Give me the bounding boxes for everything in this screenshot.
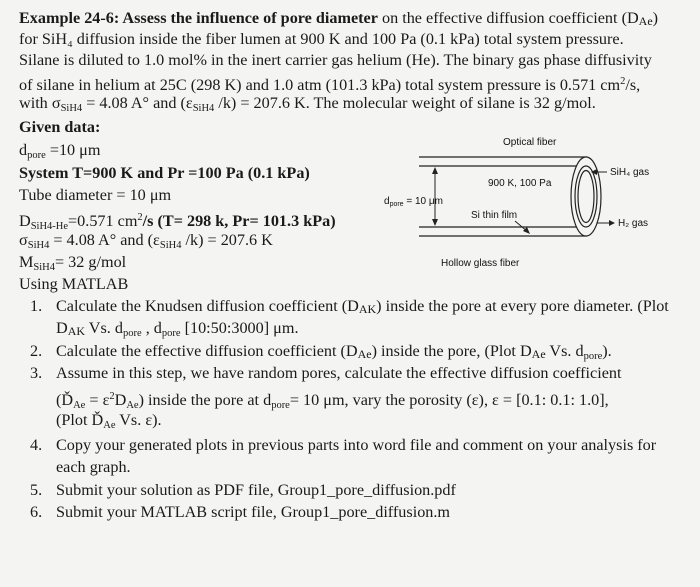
task-1-cont: DAK Vs. $d_{pore}$ , $d_{pore}$ [10:50:3000] μm.: [56, 319, 299, 339]
given-sigma: $\sigma_{SiH4} = 4.08$ A° and ($\varepsilon_{SiH4}$ /k) = 207.6 K: [19, 231, 273, 251]
task-6: 6. Submit your MATLAB script file, Group1_pore_diffusion.m: [30, 503, 451, 521]
given-data-title: Given data:: [19, 118, 101, 136]
problem-line-1: Example 24-6: Assess the influence of pore diameter on the effective diffusion coefficient (DAe): [19, 9, 659, 28]
given-molar-mass: $M_{SiH4}= 32$ g/mol: [19, 253, 127, 273]
dpore-arrowhead-bottom: [432, 219, 438, 226]
task-5: 5. Submit your solution as PDF file, Group1_pore_diffusion.pdf: [30, 481, 456, 499]
task-3-cont: $(Ď_{Ae} = \varepsilon^2D_{Ae})$ inside the pore at $d_{pore}= 10$ μm, vary the porosity (ε), ε = [0.1: 0.1: 1.0],: [56, 391, 609, 411]
sih4-gas-label: SiH₄ gas: [610, 167, 650, 178]
optical-fiber-label: Optical fiber: [503, 137, 557, 148]
task-1: 1. Calculate the Knudsen diffusion coefficient (DAK) inside the pore at every pore diameter. (Plot: [30, 297, 669, 316]
task-2: 2. Calculate the effective diffusion coefficient (DAe) inside the pore, (Plot DAe Vs. $d_{pore}$).: [30, 342, 612, 362]
task-3-cont-2: (Plot $Ď_{Ae}$ Vs. ε).: [56, 411, 162, 431]
given-dpore: $d_{pore} =10$ μm: [19, 141, 101, 161]
given-system: System T=900 K and Pr =100 Pa (0.1 kPa): [19, 164, 310, 182]
task-4: 4. Copy your generated plots in previous parts into word file and comment on your analysis for: [30, 436, 657, 454]
task-3: 3. Assume in this step, we have random pores, calculate the effective diffusion coefficient: [30, 364, 622, 382]
problem-line-4: of silane in helium at 25C (298 K) and 1.0 atm (101.3 kPa) total system pressure is 0.571 $cm^2/s$,: [19, 76, 641, 94]
h2-gas-label: H₂ gas: [618, 218, 649, 229]
dpore-arrowhead-top: [432, 167, 438, 174]
example-heading: Example 24-6: Assess the influence of pore diameter: [19, 9, 378, 27]
problem-line-2: for SiH₄ diffusion inside the fiber lumen at 900 K and 100 Pa (0.1 kPa) total system pressure.: [19, 30, 624, 48]
task-4-cont: each graph.: [56, 458, 131, 476]
problem-line-3: Silane is diluted to 1.0 mol% in the inert carrier gas helium (He). The binary gas phase diffusivity: [19, 51, 652, 69]
given-tube: Tube diameter = 10 μm: [19, 186, 172, 204]
si-film-label: Si thin film: [471, 210, 518, 221]
using-matlab: Using MATLAB: [19, 275, 129, 293]
given-diffusivity: $D_{SiH4-He}=0.571$ $cm^2/s$ (T= 298 k, Pr= 101.3 kPa): [19, 212, 336, 232]
problem-line-5: with $\sigma_{SiH4} = 4.08$ A° and ($\varepsilon_{SiH4}$ /k) = 207.6 K. The molecular weight of silane is 32 g/mol.: [19, 94, 596, 114]
hollow-fiber-label: Hollow glass fiber: [441, 258, 520, 269]
dpore-label: $d_{pore} = 10$ μm: [384, 196, 443, 208]
temp-pressure-label: 900 K, 100 Pa: [488, 178, 552, 189]
fiber-diagram: [375, 132, 695, 274]
